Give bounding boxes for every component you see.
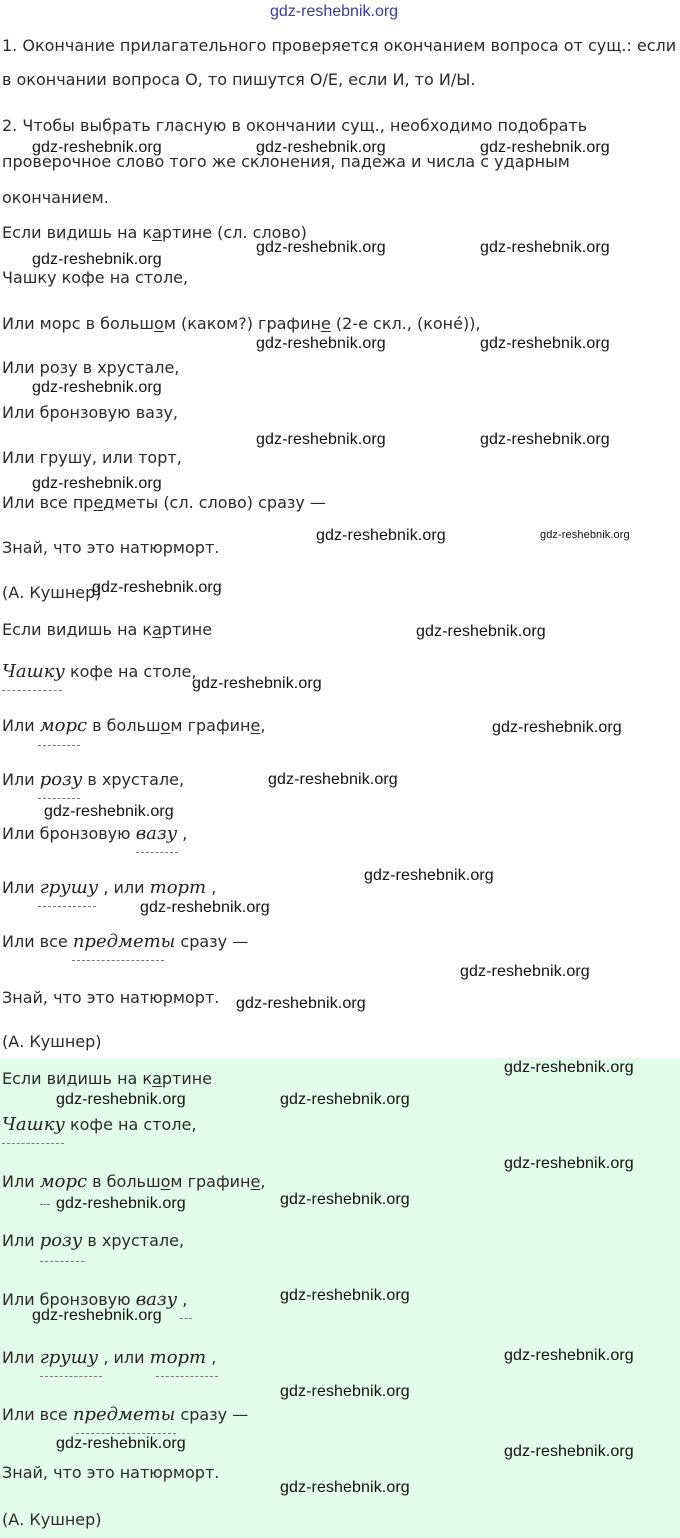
watermark: gdz-reshebnik.org xyxy=(32,475,162,492)
poem3-line2: Чашку кофе на столе, xyxy=(2,1114,197,1135)
poem2-line5: Или бронзовую вазу , xyxy=(2,823,188,844)
rule2-line1: 2. Чтобы выбрать гласную в окончании сущ., необходимо подобрать xyxy=(2,116,588,135)
watermark: gdz-reshebnik.org xyxy=(256,431,386,448)
poem1-line1: Если видишь на картине (сл. слово) xyxy=(2,223,307,242)
poem1-author: (А. Кушнер) xyxy=(2,583,102,602)
watermark: gdz-reshebnik.org xyxy=(280,1383,410,1400)
watermark: gdz-reshebnik.org xyxy=(480,431,610,448)
poem3-author: (А. Кушнер) xyxy=(2,1510,102,1529)
watermark: gdz-reshebnik.org xyxy=(280,1287,410,1304)
poem2-line1: Если видишь на картине xyxy=(2,620,213,639)
poem2-line7: Или все предметы сразу — xyxy=(2,931,249,952)
watermark-small: gdz-reshebnik.org xyxy=(540,529,630,541)
watermark: gdz-reshebnik.org xyxy=(32,139,162,156)
watermark: gdz-reshebnik.org xyxy=(364,867,494,884)
poem2-line6: Или грушу , или торт , xyxy=(2,877,217,898)
watermark: gdz-reshebnik.org xyxy=(480,139,610,156)
watermark: gdz-reshebnik.org xyxy=(256,239,386,256)
watermark: gdz-reshebnik.org xyxy=(460,963,590,980)
watermark: gdz-reshebnik.org xyxy=(92,579,222,596)
poem1-line7: Или все предметы (сл. слово) сразу — xyxy=(2,493,326,512)
poem2-author: (А. Кушнер) xyxy=(2,1032,102,1051)
poem3-line7: Или все предметы сразу — xyxy=(2,1404,249,1425)
watermark: gdz-reshebnik.org xyxy=(416,623,546,640)
poem3-line6: Или грушу , или торт , xyxy=(2,1347,217,1368)
watermark: gdz-reshebnik.org xyxy=(504,1155,634,1172)
poem3-line1: Если видишь на картине xyxy=(2,1069,213,1088)
poem3-line5: Или бронзовую вазу , xyxy=(2,1289,188,1310)
watermark: gdz-reshebnik.org xyxy=(256,139,386,156)
watermark: gdz-reshebnik.org xyxy=(236,995,366,1012)
watermark: gdz-reshebnik.org xyxy=(140,899,270,916)
watermark: gdz-reshebnik.org xyxy=(256,335,386,352)
poem1-line4: Или розу в хрустале, xyxy=(2,358,180,377)
poem2-line4: Или розу в хрустале, xyxy=(2,769,185,790)
watermark: gdz-reshebnik.org xyxy=(480,335,610,352)
watermark: gdz-reshebnik.org xyxy=(492,719,622,736)
rule2-line3: окончанием. xyxy=(2,188,109,207)
watermark: gdz-reshebnik.org xyxy=(280,1191,410,1208)
watermark: gdz-reshebnik.org xyxy=(480,239,610,256)
poem3-line8: Знай, что это натюрморт. xyxy=(2,1463,220,1482)
poem1-line2: Чашку кофе на столе, xyxy=(2,268,189,287)
watermark: gdz-reshebnik.org xyxy=(504,1059,634,1076)
poem2-line2: Чашку кофе на столе, xyxy=(2,661,197,682)
watermark: gdz-reshebnik.org xyxy=(56,1435,186,1452)
watermark: gdz-reshebnik.org xyxy=(32,251,162,268)
poem1-line5: Или бронзовую вазу, xyxy=(2,403,178,422)
rule1-line1: 1. Окончание прилагательного проверяется окончанием вопроса от сущ.: если xyxy=(2,36,677,55)
watermark: gdz-reshebnik.org xyxy=(504,1347,634,1364)
poem2-line3: Или морс в большом графине, xyxy=(2,715,266,736)
watermark: gdz-reshebnik.org xyxy=(32,379,162,396)
watermark: gdz-reshebnik.org xyxy=(56,1091,186,1108)
top-watermark: gdz-reshebnik.org xyxy=(270,3,399,20)
watermark: gdz-reshebnik.org xyxy=(280,1091,410,1108)
poem1-line8: Знай, что это натюрморт. xyxy=(2,538,220,557)
rule1-line2: в окончании вопроса О, то пишутся О/Е, если И, то И/Ы. xyxy=(2,70,476,89)
poem1-line6: Или грушу, или торт, xyxy=(2,448,182,467)
watermark: gdz-reshebnik.org xyxy=(56,1195,186,1212)
rule2-line2: проверочное слово того же склонения, падежа и числа с ударным xyxy=(2,152,570,171)
poem1-line3: Или морс в большом (каком?) графине (2-е скл., (конé)), xyxy=(2,314,481,333)
watermark: gdz-reshebnik.org xyxy=(44,803,174,820)
watermark: gdz-reshebnik.org xyxy=(504,1443,634,1460)
poem3-line4: Или розу в хрустале, xyxy=(2,1230,185,1251)
watermark: gdz-reshebnik.org xyxy=(268,771,398,788)
watermark: gdz-reshebnik.org xyxy=(32,1307,162,1324)
watermark: gdz-reshebnik.org xyxy=(280,1479,410,1496)
poem3-line3: Или морс в большом графине, xyxy=(2,1171,266,1192)
watermark: gdz-reshebnik.org xyxy=(192,675,322,692)
watermark: gdz-reshebnik.org xyxy=(316,527,446,544)
poem2-line8: Знай, что это натюрморт. xyxy=(2,988,220,1007)
